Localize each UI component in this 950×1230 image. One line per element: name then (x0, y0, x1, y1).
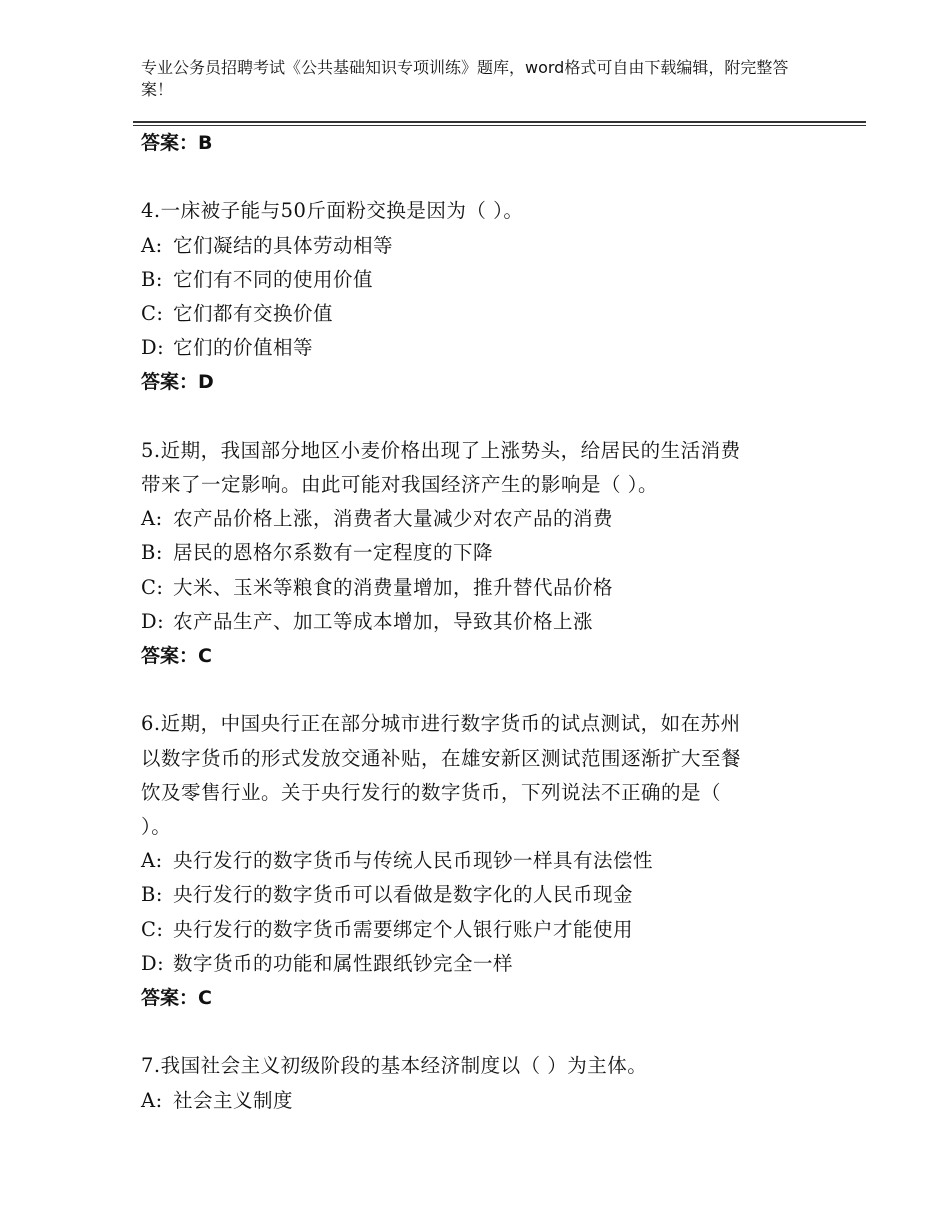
question-4 (141, 194, 821, 399)
option-label: D: (141, 609, 165, 633)
option-label: B: (141, 883, 163, 907)
question-5 (141, 434, 821, 673)
option-c (141, 571, 821, 605)
header-rule-thick (133, 121, 866, 123)
question-stem-line: 5.近期，我国部分地区小麦价格出现了上涨势头，给居民的生活消费 (141, 438, 741, 462)
option-label: C: (141, 302, 164, 325)
option-text: 数字货币的功能和属性跟纸钞完全一样 (173, 951, 514, 975)
option-text: 它们的价值相等 (173, 336, 314, 360)
question-stem-line: 6.近期，中国央行正在部分城市进行数字货币的试点测试，如在苏州 (141, 712, 741, 736)
option-label: A: (141, 849, 163, 873)
spacer (141, 160, 821, 194)
option-a (141, 502, 821, 536)
question-stem-line: 以数字货币的形式发放交通补贴，在雄安新区测试范围逐渐扩大至餐 (141, 746, 742, 770)
option-d (141, 947, 821, 981)
page-header: 专业公务员招聘考试《公共基础知识专项训练》题库，word格式可自由下载编辑，附完整答案！ (141, 58, 789, 99)
question-7 (141, 1049, 821, 1117)
option-label: B: (141, 267, 163, 291)
option-text: 央行发行的数字货币可以看做是数字化的人民币现金 (173, 883, 634, 907)
option-b (141, 536, 821, 570)
answer-line: 答案：C (141, 645, 212, 668)
question-stem-line: 饮及零售行业。关于央行发行的数字货币，下列说法不正确的是（ (141, 780, 722, 804)
answer-line: 答案：D (141, 371, 214, 394)
option-b (141, 878, 821, 912)
option-label: D: (141, 336, 165, 360)
option-a (141, 844, 821, 878)
question-stem-line: ）。 (141, 815, 172, 839)
option-text: 它们都有交换价值 (173, 302, 334, 325)
option-text: 央行发行的数字货币与传统人民币现钞一样具有法偿性 (173, 849, 654, 873)
option-label: A: (141, 1088, 163, 1112)
answer-line: 答案：B (141, 132, 213, 154)
option-text: 它们凝结的具体劳动相等 (173, 233, 394, 257)
option-label: C: (141, 575, 164, 599)
option-d (141, 605, 821, 639)
option-text: 农产品价格上涨，消费者大量减少对农产品的消费 (173, 507, 614, 531)
spacer (141, 1015, 821, 1049)
option-label: D: (141, 951, 165, 975)
option-text: 居民的恩格尔系数有一定程度的下降 (173, 541, 494, 565)
spacer (141, 400, 821, 434)
option-text: 社会主义制度 (173, 1088, 294, 1112)
option-d (141, 331, 821, 365)
option-a (141, 1084, 821, 1118)
option-label: B: (141, 541, 163, 565)
option-text: 大米、玉米等粮食的消费量增加，推升替代品价格 (173, 575, 614, 599)
question-6 (141, 707, 821, 1015)
option-label: A: (141, 233, 163, 257)
option-a (141, 229, 821, 263)
option-text: 央行发行的数字货币需要绑定个人银行账户才能使用 (173, 917, 634, 941)
question-stem-line: 带来了一定影响。由此可能对我国经济产生的影响是（ ）。 (141, 473, 658, 496)
question-stem: 4.一床被子能与50斤面粉交换是因为（ ）。 (141, 199, 524, 223)
option-c (141, 297, 821, 331)
option-label: C: (141, 917, 164, 941)
option-text: 农产品生产、加工等成本增加，导致其价格上涨 (173, 609, 594, 633)
option-b (141, 263, 821, 297)
option-text: 它们有不同的使用价值 (173, 267, 374, 291)
option-c (141, 913, 821, 947)
answer-line: 答案：C (141, 987, 212, 1010)
question-stem: 7.我国社会主义初级阶段的基本经济制度以（ ）为主体。 (141, 1054, 648, 1078)
question-content (141, 126, 821, 1118)
option-label: A: (141, 507, 163, 531)
spacer (141, 673, 821, 707)
